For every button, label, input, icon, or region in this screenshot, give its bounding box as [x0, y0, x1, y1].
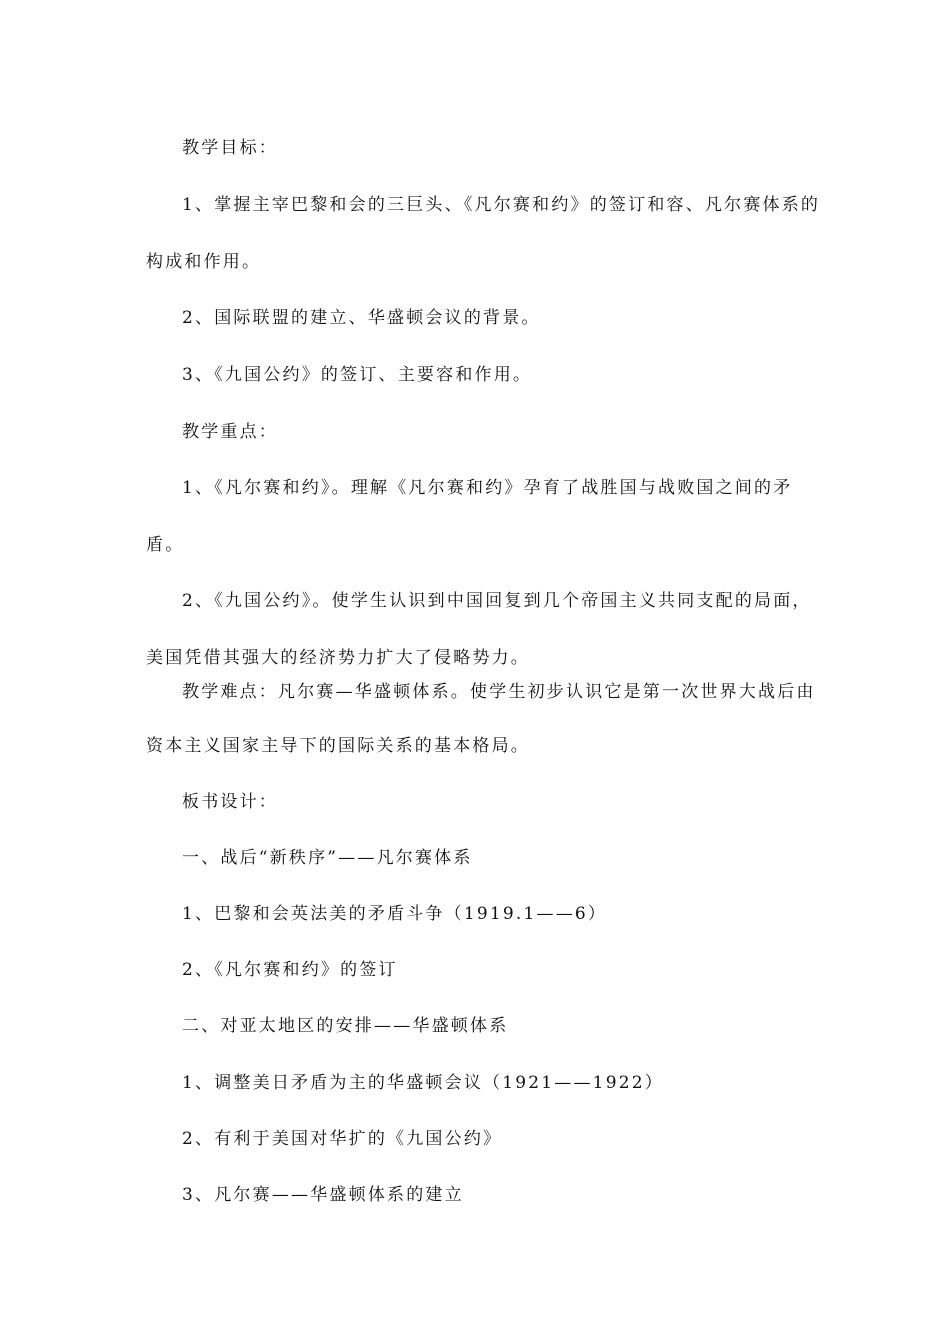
- goal-item-3: 3、《九国公约》的签订、主要容和作用。: [182, 365, 533, 385]
- heading-key-points: 教学重点：: [182, 422, 278, 442]
- heading-board-design: 板书设计：: [182, 792, 278, 812]
- board-item-2-3: 3、凡尔赛——华盛顿体系的建立: [182, 1185, 464, 1205]
- goal-item-1: 1、掌握主宰巴黎和会的三巨头、《凡尔赛和约》的签订和容、凡尔赛体系的构成和作用。: [146, 195, 821, 272]
- key-point-1: 1、《凡尔赛和约》。理解《凡尔赛和约》孕育了战胜国与战败国之间的矛盾。: [146, 478, 793, 555]
- board-item-2-2: 2、有利于美国对华扩的《九国公约》: [182, 1129, 503, 1149]
- board-item-1-1: 1、巴黎和会英法美的矛盾斗争（1919.1——6）: [182, 904, 608, 924]
- board-section-1: 一、战后“新秩序”——凡尔赛体系: [182, 848, 473, 868]
- board-item-2-1: 1、调整美日矛盾为主的华盛顿会议（1921——1922）: [182, 1073, 664, 1093]
- heading-teaching-goals: 教学目标：: [182, 138, 278, 158]
- board-section-2: 二、对亚太地区的安排——华盛顿体系: [182, 1016, 509, 1036]
- board-item-1-2: 2、《凡尔赛和约》的签订: [182, 960, 398, 980]
- key-point-2: 2、《九国公约》。使学生认识到中国回复到几个帝国主义共同支配的局面，美国凭借其强大的经济势力扩大了侵略势力。: [146, 591, 812, 668]
- difficult-point: 教学难点：凡尔赛—华盛顿体系。使学生初步认识它是第一次世界大战后由资本主义国家主导下的国际关系的基本格局。: [146, 682, 816, 756]
- goal-item-2: 2、国际联盟的建立、华盛顿会议的背景。: [182, 308, 541, 328]
